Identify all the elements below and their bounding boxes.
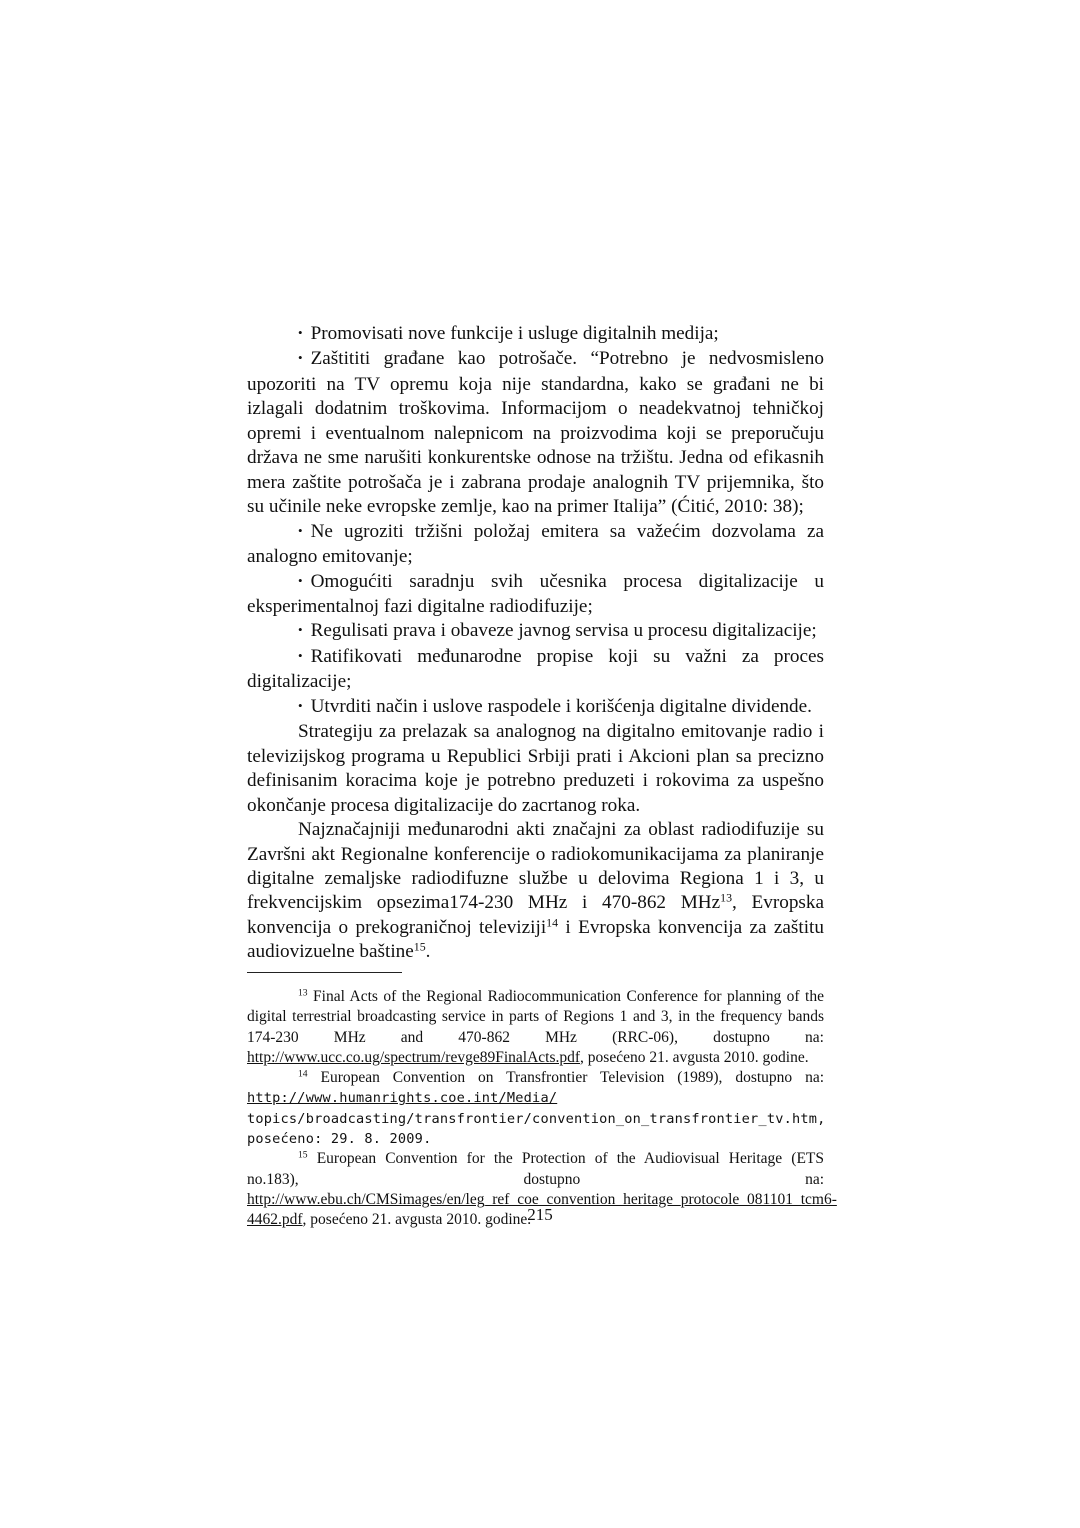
page-number: 215 — [527, 1205, 553, 1224]
main-text — [247, 322, 824, 965]
footnote-15: $^{15}$ European Convention for the Protection of the Audiovisual Heritage (ETS no.183), dostupno na: http://www.ebu.ch/CMSimages/en/leg_ref_coe_convention_heritage_protocole_081101_tcm6-4462.pdf, posećeno 21. avgusta 2010. godine. — [247, 1150, 837, 1229]
bullet-item: • Ne ugroziti tržišni položaj emitera sa važećim dozvolama za analogno emitovanje; — [247, 520, 824, 570]
footnote-ref[interactable]: 14 — [546, 915, 559, 930]
footnote-ref[interactable]: 15 — [413, 939, 426, 954]
bullet-item: • Utvrditi način i uslove raspodele i korišćenja digitalne dividende. — [247, 695, 824, 720]
footnote-link[interactable]: http://www.ucc.co.ug/spectrum/revge89FinalActs.pdf — [247, 1048, 581, 1066]
footnote-divider — [247, 972, 402, 973]
footnotes — [247, 987, 837, 1231]
footnote-13: $^{13}$ Final Acts of the Regional Radiocommunication Conference for planning of the digital terrestrial broadcasting service in parts of Regions 1 and 3, in the frequency bands 174-230 MHz and 470-862 MHz (RRC-06), dostupno na: http://www.ucc.co.ug/spectrum/revge89FinalActs.pdf, posećeno 21. avgusta 2010. godine. — [247, 987, 824, 1066]
footnote-link[interactable]: http://www.ebu.ch/CMSimages/en/leg_ref_coe_convention_heritage_protocole_081101_tcm6-4462.pdf — [247, 1190, 837, 1229]
footnote-link[interactable]: http://www.humanrights.coe.int/Media/ — [247, 1090, 558, 1107]
paragraph: Najznačajniji međunarodni akti značajni za oblast radiodifuzije su Završni akt Regionalne konferencije o radiokomunikacijama za planiranje digitalne zemaljske radiodifuzne službe u delovima Regiona 1 i 3, u frekvencijskim opsezima174-230 MHz i 470-862 MHz$^{13}$, Evropska konvencija o prekograničnoj televiziji$^{14}$ i Evropska konvencija za zaštitu audiovizuelne baštine$^{15}$. — [247, 819, 824, 963]
footnote-14: $^{14}$ European Convention on Transfrontier Television (1989), dostupno na: http://www.humanrights.coe.int/Media/ topics/broadcasting/transfrontier/convention_on_transfrontier_tv.htm, posećeno: 29. 8. 2009. — [247, 1068, 826, 1148]
bullet-item: • Ratifikovati međunarodne propise koji su važni za proces digitalizacije; — [247, 645, 824, 695]
paragraph: Strategiju za prelazak sa analognog na digitalno emitovanje radio i televizijskog programa u Republici Srbiji prati i Akcioni plan sa precizno definisanim koracima koje je potrebno preduzeti i rokovima za uspešno okončanje procesa digitalizacije do zacrtanog roka. — [247, 721, 824, 816]
bullet-item: • Omogućiti saradnju svih učesnika procesa digitalizacije u eksperimentalnoj fazi digitalne radiodifuzije; — [247, 570, 824, 620]
footnote-ref[interactable]: 13 — [720, 890, 733, 905]
bullet-item: • Promovisati nove funkcije i usluge digitalnih medija; — [247, 322, 824, 347]
bullet-item: • Regulisati prava i obaveze javnog servisa u procesu digitalizacije; — [247, 619, 824, 644]
bullet-item: • Zaštititi građane kao potrošače. “Potrebno je nedvosmisleno upozoriti na TV opremu koja nije standardna, kako se građani ne bi izlagali dodatnim troškovima. Informacijom o neadekvatnoj tehničkoj opremi i eventualnom nalepnicom na proizvodima koji se preporučuju država ne sme narušiti konkurentske odnose na tržištu. Jedna od efikasnih mera zaštite potrošača je i zabrana prodaje analognih TV prijemnika, što su učinile neke evropske zemlje, kao na primer Italija” (Ćitić, 2010: 38); — [247, 347, 824, 519]
